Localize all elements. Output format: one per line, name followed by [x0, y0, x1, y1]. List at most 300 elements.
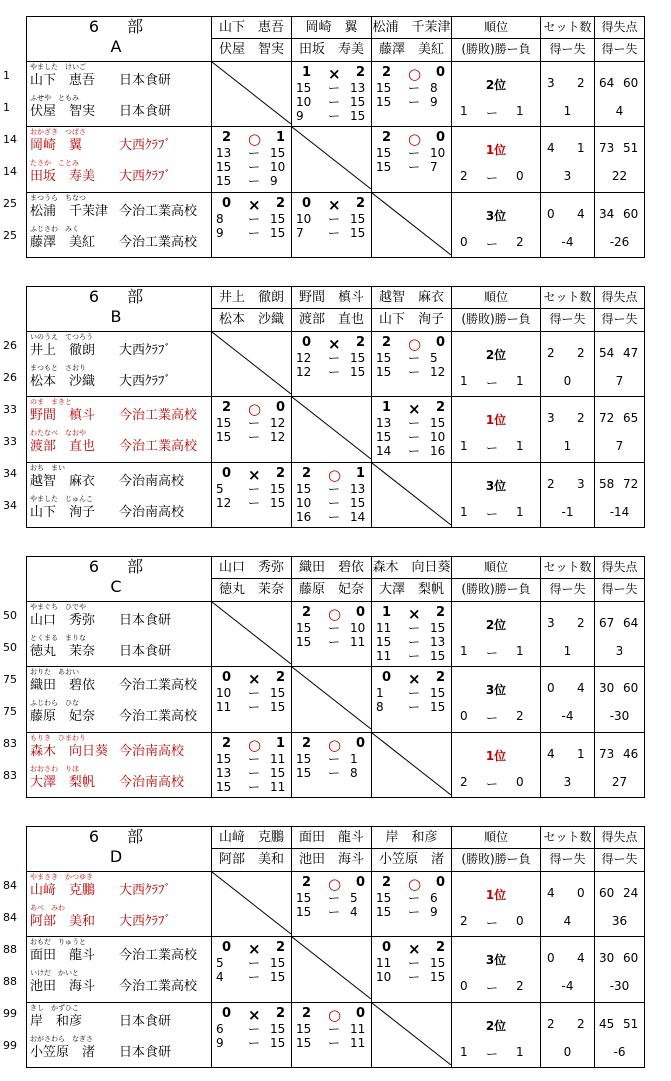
sets-lost: 2: [356, 334, 366, 350]
match-box: [372, 1003, 451, 1065]
diagonal-line: [372, 463, 451, 525]
player: [27, 463, 211, 494]
player-name: 田坂 寿美: [30, 169, 96, 185]
opponent-header: 山下 恵吾: [212, 17, 292, 39]
sets-header: セット数: [541, 557, 595, 579]
game-points-for: 15: [216, 779, 232, 794]
player-furigana: やました じゅんこ: [30, 494, 93, 503]
wins: 1: [460, 504, 468, 519]
rank-box: [452, 602, 540, 664]
points-sub-header: 得ー失: [595, 849, 645, 871]
seed-number: 99: [3, 1007, 17, 1020]
self-cell: [212, 601, 292, 666]
match-box: [372, 733, 451, 795]
match-box: [212, 602, 291, 664]
match-box: [212, 937, 291, 999]
player-club: 今治南高校: [119, 504, 185, 520]
points-box: [595, 62, 644, 124]
rank-value: 3位: [485, 478, 507, 493]
team-names: [27, 1002, 212, 1067]
game-points-against: 8: [350, 765, 358, 780]
team-names: [27, 61, 212, 126]
sets-box: [541, 937, 594, 999]
game-score: [292, 212, 371, 226]
sets-won: 0: [302, 195, 312, 211]
score-dash: ー: [328, 620, 341, 635]
sets-cell: [541, 192, 595, 257]
sets-for: 4: [547, 885, 555, 900]
self-cell: [372, 192, 452, 257]
game-points-for: 15: [296, 481, 312, 496]
game-points-for: 15: [216, 160, 232, 175]
loss-mark: ×: [408, 670, 421, 689]
sets-lost: 2: [436, 400, 446, 416]
diagonal-line: [292, 397, 371, 459]
game-score: [292, 1022, 371, 1036]
sets-box: [541, 463, 594, 525]
division-header: [27, 17, 212, 62]
round-robin-table: [26, 16, 645, 258]
diagonal-line-stroke: [292, 397, 371, 459]
match-cell: [292, 462, 372, 527]
game-points-for: 15: [216, 751, 232, 766]
rank-box: [452, 733, 540, 795]
seed-column: [0, 286, 26, 528]
loss-mark: ×: [408, 604, 421, 623]
player-club: 今治南高校: [119, 743, 185, 759]
game-points-against: 11: [270, 779, 286, 794]
diagonal-line-stroke: [292, 667, 371, 729]
points-against: 60: [623, 951, 639, 966]
player: [27, 968, 211, 999]
sets-lost: 2: [356, 195, 366, 211]
wins: 0: [460, 234, 468, 249]
match-cell: [292, 331, 372, 396]
sets-for: 0: [547, 951, 555, 966]
dash: ー: [486, 506, 499, 521]
game-points-for: 15: [296, 1035, 312, 1050]
group-label: A: [110, 37, 128, 56]
game-score: [212, 1022, 291, 1036]
seed-number: 75: [3, 705, 17, 718]
sets-against: 4: [577, 951, 585, 966]
opponent-header: 岡崎 翼: [292, 17, 372, 39]
dash: ー: [486, 776, 499, 791]
points-header: 得失点: [595, 557, 645, 579]
player-name: 面田 龍斗: [30, 948, 96, 964]
game-points-for: 16: [296, 509, 312, 524]
sets-for: 2: [547, 345, 555, 360]
seed-number: 14: [3, 165, 17, 178]
sets-won: 2: [382, 334, 392, 350]
player-name: 森木 向日葵: [30, 743, 109, 759]
points-cell: [595, 397, 645, 462]
game-score: [292, 752, 371, 766]
game-points-for: 5: [216, 481, 224, 496]
player-furigana: あべ みわ: [30, 903, 65, 912]
sets-against: 0: [577, 885, 585, 900]
game-score: [212, 956, 291, 970]
sets-cell: [541, 397, 595, 462]
team-row: [27, 732, 645, 797]
wins: 1: [460, 1044, 468, 1059]
points-for: 30: [599, 951, 615, 966]
diagonal-line: [292, 937, 371, 999]
game-points-for: 11: [216, 700, 232, 715]
player: [27, 93, 211, 124]
match-box: [292, 127, 371, 189]
game-score: [212, 482, 291, 496]
sets-won: 2: [382, 64, 392, 80]
match-box: [212, 127, 291, 189]
game-score: [212, 752, 291, 766]
game-points-against: 15: [270, 686, 286, 701]
sets-box: [541, 667, 594, 729]
match-result: [372, 605, 451, 621]
player-name: 藤原 妃奈: [30, 709, 96, 725]
win-loss-header: (勝敗)勝ー負: [452, 849, 541, 871]
game-points-for: 15: [376, 350, 392, 365]
player: [27, 62, 211, 93]
player-club: 大西ｸﾗﾌﾞ: [119, 138, 172, 154]
match-cell: [292, 192, 372, 257]
sets-won: 2: [382, 130, 392, 146]
game-points-against: 10: [430, 430, 446, 445]
game-score: [212, 174, 291, 188]
seed-column: [0, 556, 26, 798]
game-points-for: 12: [216, 495, 232, 510]
sets-cell: [541, 732, 595, 797]
division-header: [27, 557, 212, 602]
dash: ー: [486, 375, 499, 390]
game-points-against: 9: [430, 94, 438, 109]
match-cell: [212, 127, 292, 192]
win-mark: ○: [328, 465, 342, 484]
game-points-against: 12: [270, 430, 286, 445]
game-points-for: 15: [296, 634, 312, 649]
points-against: 64: [623, 615, 639, 630]
game-score: [372, 95, 451, 109]
sets-diff: -4: [561, 234, 574, 249]
score-dash: ー: [408, 94, 421, 109]
score-dash: ー: [408, 364, 421, 379]
opponent-header: 藤原 妃奈: [292, 579, 372, 601]
diagonal-line-stroke: [212, 602, 291, 664]
points-for: 34: [599, 206, 615, 221]
rank-cell: [452, 192, 541, 257]
match-box: [212, 193, 291, 255]
game-points-against: 14: [350, 509, 366, 524]
match-cell: [372, 127, 452, 192]
game-points-for: 15: [216, 174, 232, 189]
game-score: [292, 109, 371, 123]
diagonal-line: [212, 62, 291, 124]
game-points-for: 15: [296, 890, 312, 905]
game-points-against: 15: [270, 481, 286, 496]
points-for: 73: [599, 141, 615, 156]
player-club: 今治工業高校: [119, 439, 198, 455]
group-label: C: [110, 577, 128, 596]
player-name: 大澤 梨帆: [30, 774, 96, 790]
player-club: 日本食研: [119, 72, 172, 88]
score-dash: ー: [248, 1035, 261, 1050]
dash: ー: [486, 981, 499, 996]
rank-box: [452, 937, 540, 999]
rank-header: 順位: [452, 557, 541, 579]
sets-for: 3: [547, 75, 555, 90]
sets-lost: 1: [276, 130, 286, 146]
score-dash: ー: [408, 700, 421, 715]
sets-lost: 0: [436, 64, 446, 80]
sets-cell: [541, 61, 595, 126]
game-points-against: 1: [350, 751, 358, 766]
player-club: 今治工業高校: [119, 203, 198, 219]
player-name: 越智 麻衣: [30, 473, 96, 489]
score-dash: ー: [328, 80, 341, 95]
sets-diff: 4: [563, 913, 572, 928]
game-points-against: 15: [350, 225, 366, 240]
loss-mark: ×: [248, 195, 261, 214]
sets-for: 3: [547, 411, 555, 426]
game-score: [292, 891, 371, 905]
match-cell: [372, 601, 452, 666]
round-robin-table: [26, 826, 645, 1068]
diagonal-line: [372, 733, 451, 795]
score-dash: ー: [248, 495, 261, 510]
game-points-against: 15: [270, 495, 286, 510]
game-score: [212, 686, 291, 700]
opponent-header: 大澤 梨帆: [372, 579, 452, 601]
match-cell: [212, 462, 292, 527]
seed-number: 83: [3, 769, 17, 782]
seed-number: 1: [3, 69, 10, 82]
seed-number: 1: [3, 101, 10, 114]
game-points-for: 10: [216, 686, 232, 701]
sets-won: 0: [382, 670, 392, 686]
match-cell: [212, 667, 292, 732]
sets-lost: 0: [436, 334, 446, 350]
player-name: 松本 沙織: [30, 373, 96, 389]
sets-against: 1: [577, 746, 585, 761]
player-club: 今治工業高校: [119, 709, 198, 725]
rank-box: [452, 62, 540, 124]
points-sub-header: 得ー失: [595, 39, 645, 61]
rank-cell: [452, 331, 541, 396]
opponent-header: 井上 徹朗: [212, 287, 292, 309]
player-club: 日本食研: [119, 1013, 172, 1029]
game-points-for: 5: [216, 956, 224, 971]
win-mark: ○: [408, 130, 422, 149]
match-cell: [212, 937, 292, 1002]
player-furigana: まつもと さおり: [30, 363, 86, 372]
player-furigana: きし かずひこ: [30, 1003, 79, 1012]
points-header: 得失点: [595, 287, 645, 309]
score-dash: ー: [328, 108, 341, 123]
sets-won: 1: [382, 604, 392, 620]
match-result: [292, 605, 371, 621]
player-name: 岸 和彦: [30, 1013, 83, 1029]
sets-cell: [541, 601, 595, 666]
game-points-against: 15: [350, 350, 366, 365]
points-for: 67: [599, 615, 615, 630]
game-points-against: 15: [350, 94, 366, 109]
player-name: 山下 洵子: [30, 504, 96, 520]
sets-lost: 2: [276, 670, 286, 686]
game-score: [292, 226, 371, 240]
rank-value: 2位: [485, 1018, 507, 1033]
sets-for: 0: [547, 206, 555, 221]
self-cell: [212, 61, 292, 126]
player-club: 日本食研: [119, 643, 172, 659]
rank-cell: [452, 127, 541, 192]
score-dash: ー: [328, 890, 341, 905]
match-box: [292, 332, 371, 394]
match-box: [372, 127, 451, 189]
player-club: 大西ｸﾗﾌﾞ: [119, 882, 172, 898]
diagonal-line-stroke: [372, 193, 451, 255]
round-robin-table: [26, 556, 645, 798]
match-result: [372, 400, 451, 419]
player-club: 日本食研: [119, 103, 172, 119]
sets-box: [541, 733, 594, 795]
points-for: 72: [599, 411, 615, 426]
score-dash: ー: [408, 904, 421, 919]
game-points-for: 8: [376, 700, 384, 715]
match-cell: [212, 732, 292, 797]
player: [27, 667, 211, 698]
team-row: [27, 192, 645, 257]
game-points-against: 11: [350, 634, 366, 649]
match-cell: [212, 1002, 292, 1067]
sets-won: 0: [222, 940, 232, 956]
losses: 1: [516, 373, 524, 388]
player: [27, 733, 211, 764]
match-cell: [372, 871, 452, 936]
match-cell: [372, 331, 452, 396]
score-dash: ー: [408, 416, 421, 431]
sets-header: セット数: [541, 287, 595, 309]
game-points-against: 15: [350, 495, 366, 510]
game-score: [292, 1036, 371, 1050]
score-dash: ー: [328, 1035, 341, 1050]
match-result: [372, 940, 451, 959]
points-against: 46: [623, 746, 639, 761]
game-points-against: 15: [350, 211, 366, 226]
wins: 1: [460, 373, 468, 388]
rank-header: 順位: [452, 287, 541, 309]
game-points-for: 10: [296, 94, 312, 109]
self-cell: [292, 667, 372, 732]
game-score: [212, 160, 291, 174]
game-points-against: 10: [270, 160, 286, 175]
win-mark: ○: [328, 735, 342, 754]
diagonal-line: [212, 872, 291, 934]
score-dash: ー: [248, 146, 261, 161]
sets-cell: [541, 667, 595, 732]
match-cell: [372, 397, 452, 462]
sets-lost: 0: [356, 735, 366, 751]
rank-cell: [452, 871, 541, 936]
match-result: [212, 940, 291, 959]
player-name: 井上 徹朗: [30, 342, 96, 358]
wins: 0: [460, 979, 468, 994]
game-score: [292, 621, 371, 635]
game-points-against: 11: [350, 1035, 366, 1050]
points-diff: -30: [609, 979, 630, 994]
group-table: [0, 286, 671, 528]
opponent-header: 面田 龍斗: [292, 827, 372, 849]
score-dash: ー: [328, 225, 341, 240]
points-cell: [595, 331, 645, 396]
game-points-against: 15: [430, 648, 446, 663]
game-score: [372, 635, 451, 649]
score-dash: ー: [248, 430, 261, 445]
game-score: [372, 351, 451, 365]
match-cell: [292, 732, 372, 797]
rank-cell: [452, 462, 541, 527]
match-box: [212, 1003, 291, 1065]
win-loss-header: (勝敗)勝ー負: [452, 579, 541, 601]
sets-box: [541, 193, 594, 255]
game-score: [372, 365, 451, 379]
game-score: [372, 891, 451, 905]
player-furigana: わたなべ なおや: [30, 429, 86, 438]
sets-won: 2: [302, 465, 312, 481]
win-mark: ○: [248, 735, 262, 754]
team-row: [27, 397, 645, 462]
seed-number: 34: [3, 499, 17, 512]
team-names: [27, 331, 212, 396]
game-points-for: 1: [376, 686, 384, 701]
player: [27, 633, 211, 664]
sets-won: 0: [222, 465, 232, 481]
game-score: [292, 635, 371, 649]
player: [27, 1003, 211, 1034]
score-dash: ー: [328, 1021, 341, 1036]
rank-value: 1位: [485, 748, 507, 763]
diagonal-line: [372, 1003, 451, 1065]
player: [27, 698, 211, 729]
game-score: [212, 146, 291, 160]
game-points-for: 11: [376, 956, 392, 971]
player-club: 大西ｸﾗﾌﾞ: [119, 342, 172, 358]
score-dash: ー: [328, 211, 341, 226]
rank-value: 1位: [485, 887, 507, 902]
game-points-against: 6: [430, 890, 438, 905]
loss-mark: ×: [248, 1005, 261, 1024]
score-dash: ー: [328, 495, 341, 510]
opponent-header: 松本 沙織: [212, 309, 292, 331]
sets-lost: 2: [276, 465, 286, 481]
game-points-against: 15: [270, 225, 286, 240]
rank-header: 順位: [452, 827, 541, 849]
game-score: [212, 780, 291, 794]
sets-diff: -4: [561, 709, 574, 724]
loss-mark: ×: [328, 195, 341, 214]
player-name: 池田 海斗: [30, 979, 96, 995]
game-points-for: 6: [216, 1021, 224, 1036]
opponent-header: 山口 秀弥: [212, 557, 292, 579]
points-box: [595, 193, 644, 255]
points-box: [595, 872, 644, 934]
game-points-for: 10: [296, 495, 312, 510]
game-points-for: 12: [296, 364, 312, 379]
player-club: 今治工業高校: [119, 948, 198, 964]
opponent-header: 山下 洵子: [372, 309, 452, 331]
sets-for: 2: [547, 476, 555, 491]
score-dash: ー: [248, 779, 261, 794]
sets-diff: 3: [563, 169, 572, 184]
